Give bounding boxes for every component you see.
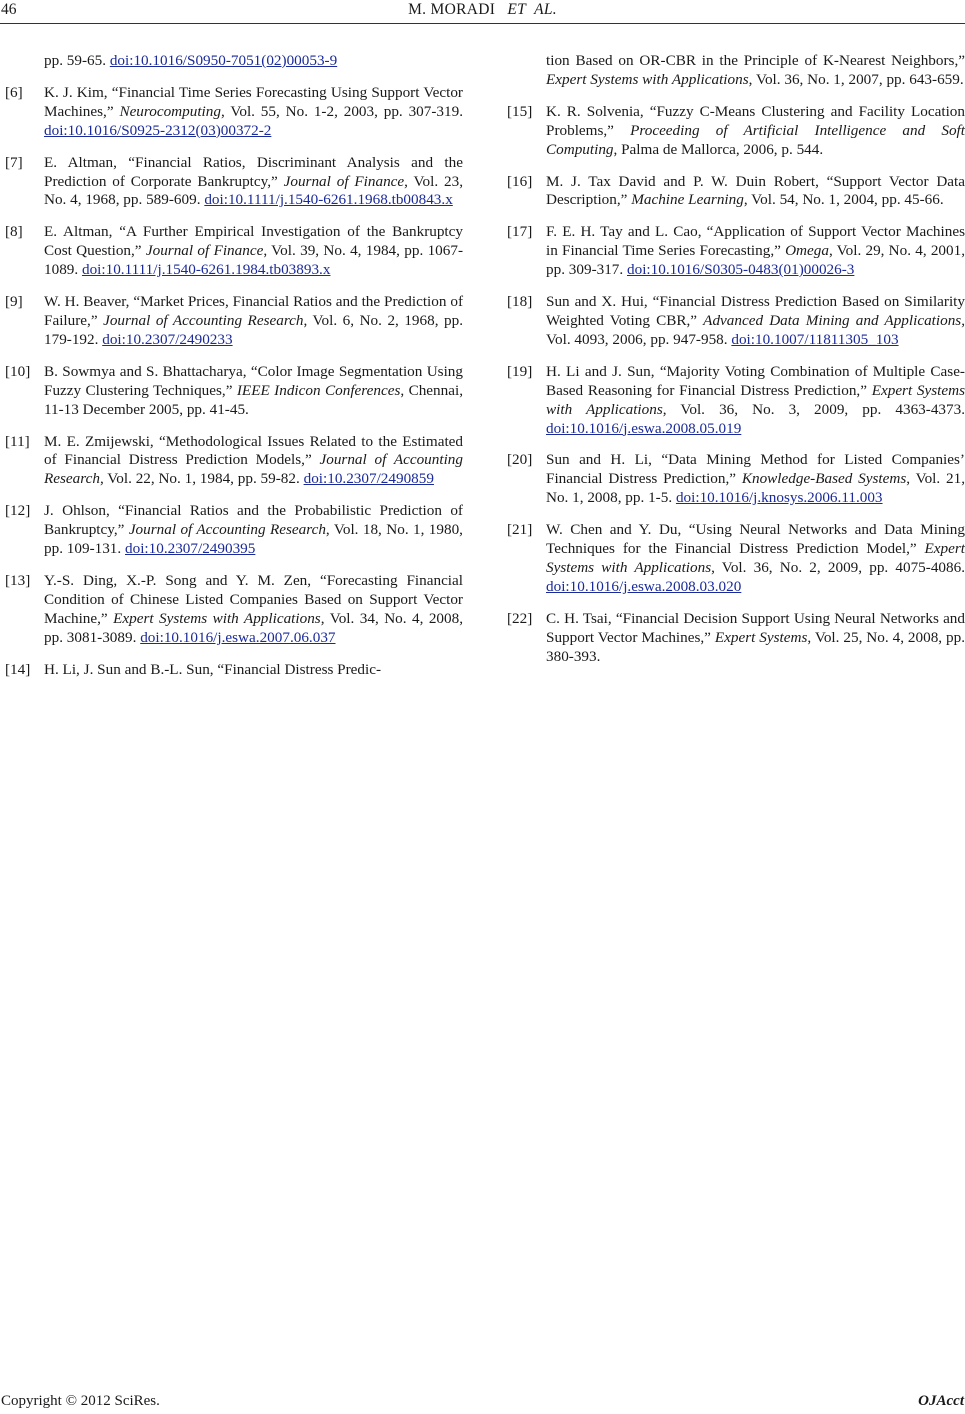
reference-text <box>44 293 463 350</box>
reference-number: [15] <box>507 102 533 120</box>
reference-text <box>546 52 965 90</box>
reference-entry <box>5 154 463 211</box>
reference-segment: , Vol. 25, No. 4, 2008, pp. 380-393. <box>546 628 965 665</box>
reference-segment: , Vol. 21, No. 1, 2008, pp. 1-5. <box>546 470 965 507</box>
reference-text <box>44 502 463 559</box>
reference-segment: , Vol. 55, No. 1-2, 2003, pp. 307-319. <box>220 102 463 120</box>
reference-entry <box>5 661 463 680</box>
reference-text <box>546 610 965 667</box>
reference-number: [17] <box>507 223 533 241</box>
doi-link[interactable]: doi:10.1016/j.knosys.2006.11.003 <box>675 489 883 507</box>
reference-segment: Sun and H. Li, “Data Mining Method for Listed Companies’ Financial Distress Prediction,” <box>546 451 965 488</box>
source-title: Neurocomputing <box>119 102 221 120</box>
reference-segment: J. Ohlson, “Financial Ratios and the Probabilistic Prediction of Bankruptcy,” <box>44 502 463 539</box>
references-left-column <box>5 52 463 692</box>
reference-number: [18] <box>507 293 533 311</box>
source-title: Knowledge-Based Systems <box>741 470 907 488</box>
reference-number: [7] <box>5 153 23 171</box>
reference-number: [16] <box>507 172 533 190</box>
reference-segment: K. R. Solvenia, “Fuzzy C-Means Clustering and Facility Location Problems,” <box>546 102 965 139</box>
reference-segment: Y.-S. Ding, X.-P. Song and Y. M. Zen, “Forecasting Financial Condition of Chinese Listed Companies Based on Support Vector Machine,” <box>44 571 463 627</box>
reference-entry <box>5 293 463 350</box>
reference-segment: , Vol. 4093, 2006, pp. 947-958. <box>546 311 965 348</box>
reference-segment: , Vol. 36, No. 3, 2009, pp. 4363-4373. <box>662 400 965 418</box>
reference-number: [8] <box>5 223 23 241</box>
reference-segment: , Palma de Mallorca, 2006, p. 544. <box>613 140 824 158</box>
reference-segment: C. H. Tsai, “Financial Decision Support Using Neural Networks and Support Vector Machines,” <box>546 609 965 646</box>
reference-segment: , Vol. 29, No. 4, 2001, pp. 309-317. <box>546 242 965 279</box>
reference-segment: F. E. H. Tay and L. Cao, “Application of Support Vector Machines in Financial Time Series Forecasting,” <box>546 223 965 260</box>
doi-link[interactable]: doi:10.2307/2490233 <box>102 330 233 348</box>
running-head-et: ET <box>507 1 527 18</box>
reference-entry <box>5 502 463 559</box>
source-title: Expert Systems with Applications <box>546 540 965 576</box>
reference-entry <box>507 521 965 597</box>
reference-segment: pp. 59-65. <box>44 52 110 69</box>
doi-link[interactable]: doi:10.1016/S0950-7051(02)00053-9 <box>109 52 338 69</box>
reference-text <box>546 293 965 350</box>
doi-link[interactable]: doi:10.1111/j.1540-6261.1968.tb00843.x <box>204 191 453 209</box>
reference-text <box>546 451 965 508</box>
reference-segment: tion Based on OR-CBR in the Principle of K-Nearest Neighbors,” <box>546 52 965 69</box>
reference-number: [21] <box>507 521 533 539</box>
reference-number: [9] <box>5 293 23 311</box>
reference-text <box>44 52 463 71</box>
reference-segment: M. E. Zmijewski, “Methodological Issues Related to the Estimated of Financial Distress Prediction Models,” <box>44 432 463 469</box>
reference-segment: , Vol. 36, No. 2, 2009, pp. 4075-4086. <box>711 558 965 576</box>
reference-number: [6] <box>5 83 23 101</box>
header-rule <box>0 23 965 24</box>
source-title: Expert Systems with Applications <box>546 70 749 88</box>
doi-link[interactable]: doi:10.1111/j.1540-6261.1984.tb03893.x <box>81 261 331 279</box>
reference-text <box>546 103 965 160</box>
reference-segment: , Chennai, 11-13 December 2005, pp. 41-45. <box>44 381 463 418</box>
reference-entry <box>507 363 965 439</box>
doi-link[interactable]: doi:10.1016/j.eswa.2008.05.019 <box>546 419 742 437</box>
source-title: Advanced Data Mining and Applications <box>703 311 962 329</box>
reference-segment: , Vol. 22, No. 1, 1984, pp. 59-82. <box>99 470 304 488</box>
reference-number: [22] <box>507 609 533 627</box>
reference-text <box>44 363 463 420</box>
copyright-notice: Copyright © 2012 SciRes. <box>1 1393 160 1409</box>
reference-segment: H. Li, J. Sun and B.-L. Sun, “Financial Distress Predic- <box>44 660 382 678</box>
doi-link[interactable]: doi:10.1007/11811305_103 <box>731 330 899 348</box>
reference-number: [11] <box>5 432 30 450</box>
journal-abbrev: OJAcct <box>918 1393 964 1409</box>
reference-number: [20] <box>507 451 533 469</box>
source-title: Proceeding of Artificial Intelligence and Soft Computing <box>546 121 965 158</box>
source-title: Journal of Accounting Research <box>44 451 463 488</box>
reference-entry <box>5 363 463 420</box>
reference-segment: E. Altman, “Financial Ratios, Discriminant Analysis and the Prediction of Corporate Bankruptcy,” <box>44 153 463 190</box>
reference-entry <box>507 223 965 280</box>
reference-entry <box>507 103 965 160</box>
references-right-column <box>507 52 965 679</box>
reference-number: [13] <box>5 571 31 589</box>
reference-number: [14] <box>5 660 31 678</box>
reference-entry <box>5 52 463 71</box>
reference-number: [10] <box>5 362 31 380</box>
source-title: Journal of Finance <box>283 172 405 190</box>
reference-entry <box>507 52 965 90</box>
doi-link[interactable]: doi:10.1016/j.eswa.2008.03.020 <box>546 577 742 595</box>
reference-entry <box>5 572 463 648</box>
reference-entry <box>5 433 463 490</box>
reference-text <box>44 572 463 648</box>
reference-text <box>546 521 965 597</box>
source-title: Expert Systems with Applications <box>546 381 965 418</box>
page-header <box>0 0 965 24</box>
reference-segment: , Vol. 23, No. 4, 1968, pp. 589-609. <box>44 172 463 209</box>
running-head-author: M. MORADI <box>408 1 496 18</box>
source-title: Expert Systems with Applications <box>113 609 321 627</box>
doi-link[interactable]: doi:10.2307/2490859 <box>303 470 434 488</box>
reference-segment: , Vol. 34, No. 4, 2008, pp. 3081-3089. <box>44 609 464 646</box>
reference-text <box>44 84 463 141</box>
page-number: 46 <box>1 1 17 18</box>
reference-segment: K. J. Kim, “Financial Time Series Forecasting Using Support Vector Machines,” <box>44 83 463 120</box>
reference-text <box>44 433 463 490</box>
doi-link[interactable]: doi:10.1016/j.eswa.2007.06.037 <box>140 628 336 646</box>
reference-entry <box>507 293 965 350</box>
reference-text <box>44 661 463 680</box>
source-title: Omega <box>785 242 829 260</box>
running-head-al: AL. <box>534 1 557 18</box>
reference-segment: , Vol. 36, No. 1, 2007, pp. 643-659. <box>748 70 964 88</box>
reference-text <box>546 363 965 439</box>
reference-entry <box>507 610 965 667</box>
reference-text <box>44 154 463 211</box>
reference-segment: , Vol. 18, No. 1, 1980, pp. 109-131. <box>44 521 463 558</box>
reference-text <box>546 223 965 280</box>
source-title: IEEE Indicon Conferences <box>236 381 401 399</box>
reference-entry <box>5 223 463 280</box>
reference-segment: , Vol. 39, No. 4, 1984, pp. 1067-1089. <box>44 242 463 279</box>
doi-link[interactable]: doi:10.1016/S0305-0483(01)00026-3 <box>627 261 855 279</box>
reference-segment: H. Li and J. Sun, “Majority Voting Combination of Multiple Case-Based Reasoning for Financial Distress Prediction,” <box>546 362 965 399</box>
reference-number: [12] <box>5 502 31 520</box>
reference-segment: Sun and X. Hui, “Financial Distress Prediction Based on Similarity Weighted Voting CBR,” <box>546 293 965 329</box>
source-title: Expert Systems <box>714 628 808 646</box>
reference-text <box>44 223 463 280</box>
running-head <box>0 1 965 19</box>
doi-link[interactable]: doi:10.2307/2490395 <box>125 540 256 558</box>
reference-segment: W. H. Beaver, “Market Prices, Financial Ratios and the Prediction of Failure,” <box>44 293 463 329</box>
reference-entry <box>507 451 965 508</box>
reference-entry <box>507 173 965 211</box>
reference-number: [19] <box>507 362 533 380</box>
reference-segment: W. Chen and Y. Du, “Using Neural Networks and Data Mining Techniques for the Financial Distress Prediction Model,” <box>546 521 965 558</box>
reference-text <box>546 173 965 211</box>
source-title: Journal of Finance <box>145 242 264 260</box>
source-title: Machine Learning <box>631 191 744 209</box>
source-title: Journal of Accounting Research <box>103 311 304 329</box>
reference-segment: E. Altman, “A Further Empirical Investigation of the Bankruptcy Cost Question,” <box>44 223 463 260</box>
reference-segment: , Vol. 54, No. 1, 2004, pp. 45-66. <box>743 191 944 209</box>
reference-entry <box>5 84 463 141</box>
source-title: Journal of Accounting Research <box>128 521 326 539</box>
doi-link[interactable]: doi:10.1016/S0925-2312(03)00372-2 <box>44 121 272 139</box>
reference-segment: , Vol. 6, No. 2, 1968, pp. 179-192. <box>44 311 464 348</box>
reference-segment: M. J. Tax David and P. W. Duin Robert, “Support Vector Data Description,” <box>546 172 965 209</box>
reference-segment: B. Sowmya and S. Bhattacharya, “Color Image Segmentation Using Fuzzy Clustering Techniques,” <box>44 362 463 399</box>
